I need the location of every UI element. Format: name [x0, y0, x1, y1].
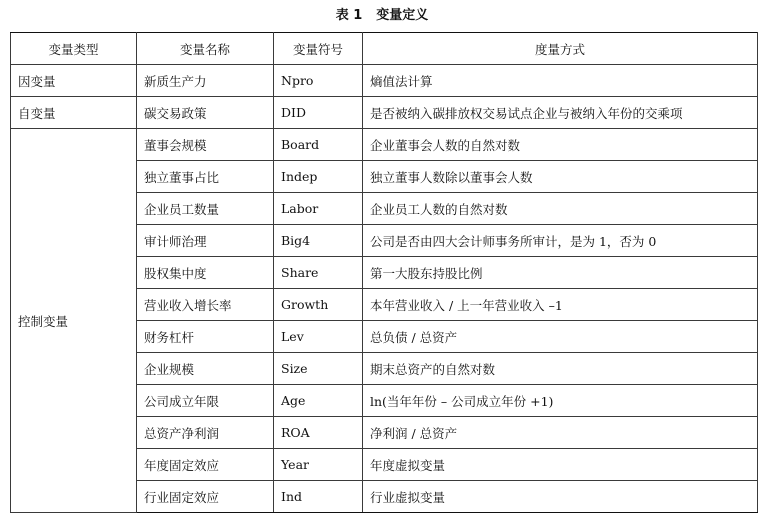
- variable-name-cell: 企业规模: [137, 353, 274, 385]
- table-row: [11, 65, 758, 97]
- variable-type-cell: 因变量: [11, 65, 137, 97]
- measurement-cell: 企业董事会人数的自然对数: [363, 129, 758, 161]
- variable-name-cell: 独立董事占比: [137, 161, 274, 193]
- variable-symbol-cell: Age: [274, 385, 363, 417]
- variable-symbol-cell: Npro: [274, 65, 363, 97]
- measurement-cell: 企业员工人数的自然对数: [363, 193, 758, 225]
- variable-name-cell: 企业员工数量: [137, 193, 274, 225]
- table-body: [11, 65, 758, 513]
- measurement-cell: ln(当年年份 – 公司成立年份 +1): [363, 385, 758, 417]
- variable-symbol-cell: Ind: [274, 481, 363, 513]
- variable-name-cell: 新质生产力: [137, 65, 274, 97]
- variable-name-cell: 公司成立年限: [137, 385, 274, 417]
- variable-name-cell: 行业固定效应: [137, 481, 274, 513]
- header-variable-type: 变量类型: [11, 33, 137, 65]
- variable-name-cell: 碳交易政策: [137, 97, 274, 129]
- variable-name-cell: 股权集中度: [137, 257, 274, 289]
- variable-name-cell: 审计师治理: [137, 225, 274, 257]
- variable-name-cell: 财务杠杆: [137, 321, 274, 353]
- variable-name-cell: 总资产净利润: [137, 417, 274, 449]
- measurement-cell: 年度虚拟变量: [363, 449, 758, 481]
- variable-name-cell: 营业收入增长率: [137, 289, 274, 321]
- header-variable-symbol: 变量符号: [274, 33, 363, 65]
- variable-symbol-cell: DID: [274, 97, 363, 129]
- table-title: 变量定义: [376, 8, 429, 23]
- variable-symbol-cell: Share: [274, 257, 363, 289]
- variable-symbol-cell: Size: [274, 353, 363, 385]
- table-header-row: [11, 33, 758, 65]
- header-measurement: 度量方式: [363, 33, 758, 65]
- measurement-cell: 公司是否由四大会计师事务所审计，是为 1，否为 0: [363, 225, 758, 257]
- variable-symbol-cell: Year: [274, 449, 363, 481]
- variable-symbol-cell: Growth: [274, 289, 363, 321]
- measurement-cell: 是否被纳入碳排放权交易试点企业与被纳入年份的交乘项: [363, 97, 758, 129]
- variable-symbol-cell: Board: [274, 129, 363, 161]
- measurement-cell: 期末总资产的自然对数: [363, 353, 758, 385]
- measurement-cell: 熵值法计算: [363, 65, 758, 97]
- variable-symbol-cell: Lev: [274, 321, 363, 353]
- variable-symbol-cell: Big4: [274, 225, 363, 257]
- variable-type-cell: 控制变量: [11, 129, 137, 513]
- measurement-cell: 净利润 / 总资产: [363, 417, 758, 449]
- variable-name-cell: 董事会规模: [137, 129, 274, 161]
- table-row: [11, 97, 758, 129]
- measurement-cell: 独立董事人数除以董事会人数: [363, 161, 758, 193]
- variable-symbol-cell: Indep: [274, 161, 363, 193]
- variable-type-cell: 自变量: [11, 97, 137, 129]
- measurement-cell: 总负债 / 总资产: [363, 321, 758, 353]
- variable-symbol-cell: Labor: [274, 193, 363, 225]
- variable-name-cell: 年度固定效应: [137, 449, 274, 481]
- variable-symbol-cell: ROA: [274, 417, 363, 449]
- table-caption: [0, 7, 764, 25]
- measurement-cell: 本年营业收入 / 上一年营业收入 –1: [363, 289, 758, 321]
- measurement-cell: 第一大股东持股比例: [363, 257, 758, 289]
- measurement-cell: 行业虚拟变量: [363, 481, 758, 513]
- table-number: 表 1: [335, 8, 363, 23]
- variable-definition-table: [10, 32, 758, 513]
- header-variable-name: 变量名称: [137, 33, 274, 65]
- table-row: [11, 129, 758, 161]
